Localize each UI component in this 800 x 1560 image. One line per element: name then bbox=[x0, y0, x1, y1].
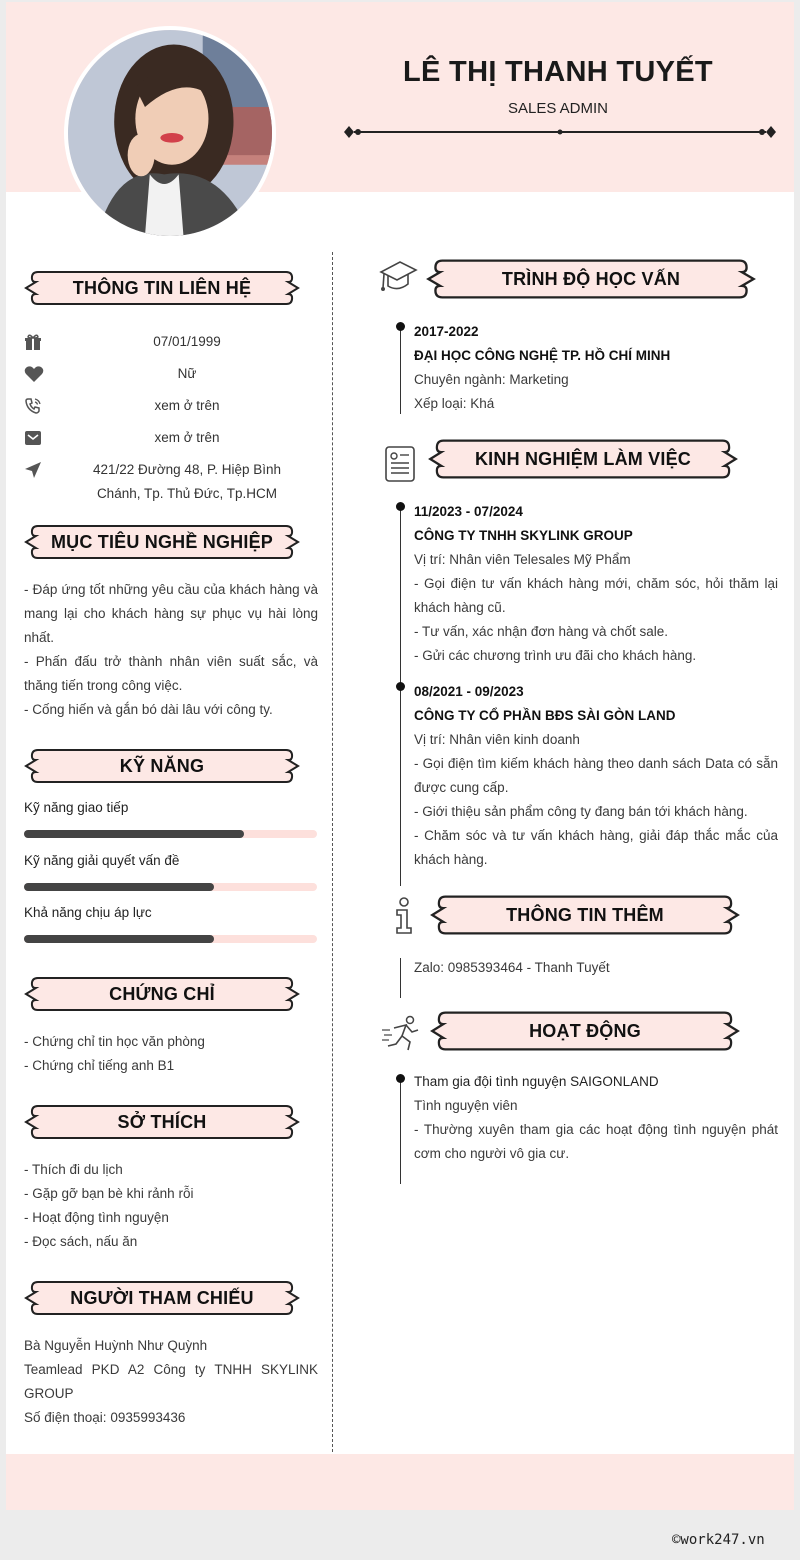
skill-name: Khả năng chịu áp lực bbox=[24, 905, 152, 920]
reference-name: Bà Nguyễn Huỳnh Như Quỳnh bbox=[24, 1338, 208, 1353]
skill-name: Kỹ năng giải quyết vấn đề bbox=[24, 853, 180, 868]
timeline-dot bbox=[396, 502, 405, 511]
activity-description: - Thường xuyên tham gia các hoạt động tình nguyện phát cơm cho người vô gia cư. bbox=[414, 1122, 778, 1161]
hobbies-list bbox=[24, 1158, 318, 1254]
column-divider bbox=[332, 252, 333, 1452]
section-additional-title: THÔNG TIN THÊM bbox=[430, 892, 740, 938]
section-contact-title: THÔNG TIN LIÊN HỆ bbox=[24, 268, 300, 308]
section-skills-title: KỸ NĂNG bbox=[24, 746, 300, 786]
experience-duty: - Gọi điện tìm kiếm khách hàng theo danh sách Data có sẵn được cung cấp. bbox=[414, 756, 778, 795]
activity-org: Tham gia đội tình nguyện SAIGONLAND bbox=[414, 1074, 659, 1089]
section-experience-title: KINH NGHIỆM LÀM VIỆC bbox=[428, 436, 738, 482]
timeline-dot bbox=[396, 682, 405, 691]
profile-photo bbox=[64, 26, 276, 240]
experience-period: 08/2021 - 09/2023 bbox=[414, 684, 524, 699]
contact-phone: xem ở trên bbox=[24, 396, 324, 418]
phone-icon bbox=[24, 396, 50, 416]
skill-bar-fill bbox=[24, 883, 214, 891]
experience-position: Vị trí: Nhân viên kinh doanh bbox=[414, 732, 580, 747]
candidate-name: LÊ THỊ THANH TUYẾT bbox=[403, 56, 713, 88]
email-icon bbox=[24, 428, 50, 448]
contact-address: 421/22 Đường 48, P. Hiệp Bình Chánh, Tp. Thủ Đức, Tp.HCM bbox=[24, 460, 324, 506]
section-objective-title: MỤC TIÊU NGHỀ NGHIỆP bbox=[24, 522, 300, 562]
title-ornament bbox=[340, 122, 780, 142]
experience-company: CÔNG TY CỔ PHẦN BĐS SÀI GÒN LAND bbox=[414, 708, 676, 723]
section-references-title: NGƯỜI THAM CHIẾU bbox=[24, 1278, 300, 1318]
education-major: Chuyên ngành: Marketing bbox=[414, 372, 569, 387]
experience-duty: - Gửi các chương trình ưu đãi cho khách hàng. bbox=[414, 648, 697, 663]
skill-bar bbox=[24, 935, 317, 943]
contact-birthday: 07/01/1999 bbox=[24, 332, 324, 354]
resume-page bbox=[6, 2, 794, 1510]
skill-bar-fill bbox=[24, 935, 214, 943]
list-item: - Thích đi du lịch bbox=[24, 1162, 123, 1177]
reference-position: Teamlead PKD A2 Công ty TNHH SKYLINK GROUP bbox=[24, 1362, 318, 1401]
list-item: - Đọc sách, nấu ăn bbox=[24, 1234, 138, 1249]
running-person-icon bbox=[380, 1014, 420, 1054]
section-hobbies-title: SỞ THÍCH bbox=[24, 1102, 300, 1142]
graduation-cap-icon bbox=[378, 256, 418, 296]
activity-entry bbox=[414, 1070, 778, 1166]
section-activities-title: HOẠT ĐỘNG bbox=[430, 1008, 740, 1054]
contact-email: xem ở trên bbox=[24, 428, 324, 450]
list-item: - Chứng chỉ tiếng anh B1 bbox=[24, 1058, 175, 1073]
objective-text: - Đáp ứng tốt những yêu cầu của khách hàng và mang lại cho khách hàng sự phục vụ hài lòng nhất. - Phấn đấu trở thành nhân viên suất sắc, và thăng tiến trong công việc. - Cống hiến và gắn bó dài lâu với công ty. bbox=[24, 582, 318, 717]
timeline-line bbox=[400, 508, 401, 886]
timeline-line bbox=[400, 328, 401, 414]
section-certificates-title: CHỨNG CHỈ bbox=[24, 974, 300, 1014]
experience-duty: - Tư vấn, xác nhận đơn hàng và chốt sale. bbox=[414, 624, 669, 639]
education-entry bbox=[414, 320, 778, 416]
certificates-list bbox=[24, 1030, 318, 1078]
reference-details bbox=[24, 1334, 318, 1430]
activity-role: Tình nguyện viên bbox=[414, 1098, 518, 1113]
document-icon bbox=[380, 444, 420, 484]
education-period: 2017-2022 bbox=[414, 324, 479, 339]
list-item: - Chứng chỉ tin học văn phòng bbox=[24, 1034, 205, 1049]
skill-bar-fill bbox=[24, 830, 244, 838]
education-grade: Xếp loại: Khá bbox=[414, 396, 495, 411]
footer-watermark: ©work247.vn bbox=[672, 1532, 765, 1548]
info-icon bbox=[384, 896, 424, 936]
additional-info bbox=[414, 956, 778, 980]
experience-entry bbox=[414, 680, 778, 872]
list-item: - Gặp gỡ bạn bè khi rảnh rỗi bbox=[24, 1186, 194, 1201]
timeline-line bbox=[400, 1078, 401, 1184]
skill-bar bbox=[24, 883, 317, 891]
education-school: ĐẠI HỌC CÔNG NGHỆ TP. HỒ CHÍ MINH bbox=[414, 348, 671, 363]
gift-icon bbox=[24, 332, 50, 352]
list-item: - Hoạt động tình nguyện bbox=[24, 1210, 169, 1225]
contact-gender: Nữ bbox=[24, 364, 324, 386]
experience-period: 11/2023 - 07/2024 bbox=[414, 504, 523, 519]
skill-name: Kỹ năng giao tiếp bbox=[24, 800, 129, 815]
skill-bar bbox=[24, 830, 317, 838]
timeline-dot bbox=[396, 1074, 405, 1083]
candidate-title: SALES ADMIN bbox=[507, 100, 609, 117]
location-arrow-icon bbox=[24, 460, 50, 480]
experience-company: CÔNG TY TNHH SKYLINK GROUP bbox=[414, 528, 633, 543]
reference-phone: Số điện thoại: 0935993436 bbox=[24, 1410, 186, 1425]
experience-duty: - Gọi điện tư vấn khách hàng mới, chăm sóc, hỏi thăm lại khách hàng cũ. bbox=[414, 576, 778, 615]
experience-entry bbox=[414, 500, 778, 668]
footer-band bbox=[6, 1454, 794, 1510]
timeline-line bbox=[400, 958, 401, 998]
experience-duty: - Chăm sóc và tư vấn khách hàng, giải đáp thắc mắc của khách hàng. bbox=[414, 828, 778, 867]
experience-duty: - Giới thiệu sản phẩm công ty đang bán tới khách hàng. bbox=[414, 804, 748, 819]
heart-icon bbox=[24, 364, 50, 384]
experience-position: Vị trí: Nhân viên Telesales Mỹ Phẩm bbox=[414, 552, 631, 567]
zalo-contact: Zalo: 0985393464 - Thanh Tuyết bbox=[414, 960, 610, 975]
timeline-dot bbox=[396, 322, 405, 331]
section-education-title: TRÌNH ĐỘ HỌC VẤN bbox=[426, 256, 756, 302]
